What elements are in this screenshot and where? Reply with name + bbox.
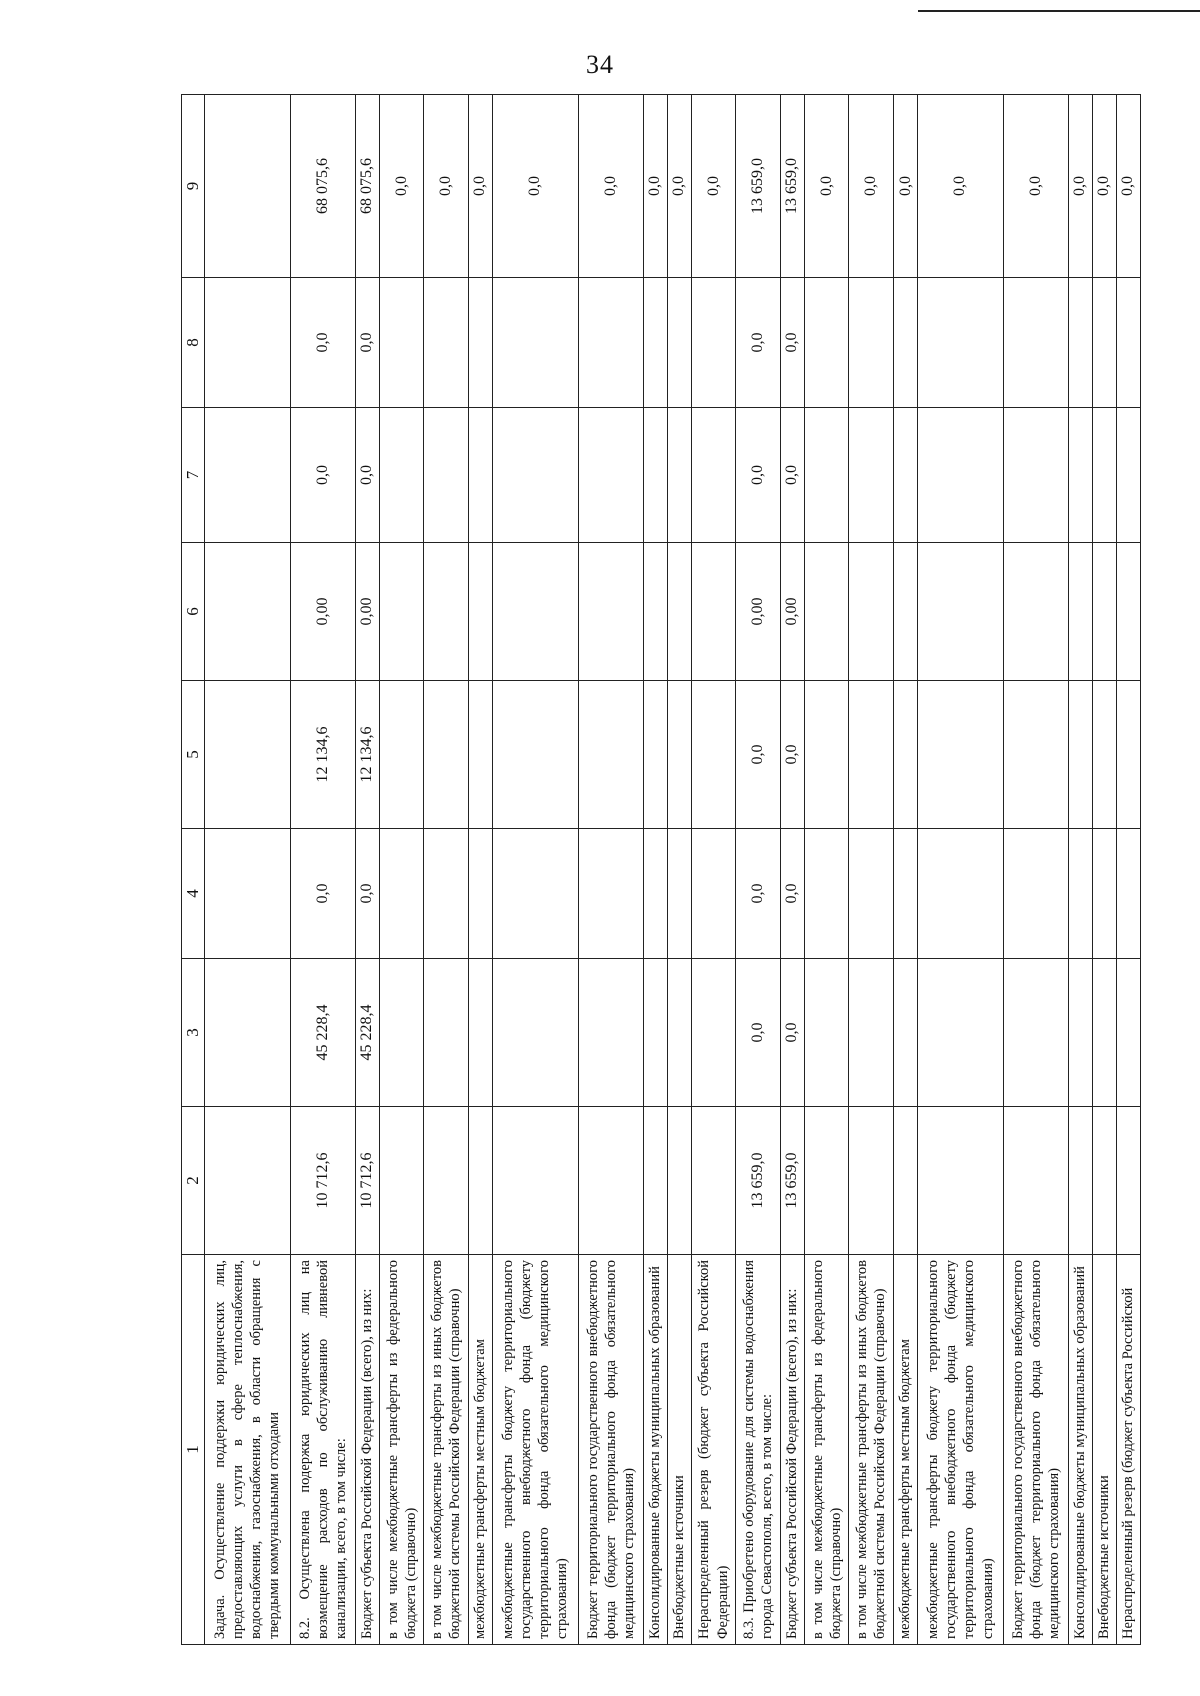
column-header-1: 1 [182,1255,205,1645]
value-cell-col-7: 0,0 [736,408,781,543]
top-rule [918,10,1200,12]
value-cell-col-7 [667,408,691,543]
value-cell-col-4 [379,829,424,959]
value-cell-col-3 [1068,959,1092,1107]
table-row [894,95,918,1645]
value-cell-col-3 [849,959,894,1107]
value-cell-col-9 [205,95,291,278]
table-row [1092,95,1116,1645]
value-cell-col-7 [643,408,667,543]
value-cell-col-4 [492,829,578,959]
value-cell-col-2 [918,1107,1004,1255]
value-cell-col-3 [804,959,849,1107]
value-cell-col-7 [468,408,492,543]
value-cell-col-9: 0,0 [424,95,469,278]
value-cell-col-5 [205,681,291,829]
value-cell-col-3 [643,959,667,1107]
value-cell-col-6 [643,543,667,681]
row-label: Бюджет территориального государственного внебюджетного фонда (бюджет территориального фонда обязательного медицинского страхования) [578,1255,643,1645]
row-label: в том числе межбюджетные трансферты из федерального бюджета (справочно) [804,1255,849,1645]
value-cell-col-6 [918,543,1004,681]
table-row [667,95,691,1645]
value-cell-col-8: 0,0 [736,278,781,408]
value-cell-col-5 [849,681,894,829]
value-cell-col-9: 0,0 [849,95,894,278]
table-body [205,95,1141,1645]
row-label: Консолидированные бюджеты муниципальных образований [1068,1255,1092,1645]
value-cell-col-4 [578,829,643,959]
value-cell-col-5 [894,681,918,829]
value-cell-col-6 [468,543,492,681]
value-cell-col-2 [643,1107,667,1255]
rotated-table-container [181,95,1141,1645]
value-cell-col-3 [691,959,736,1107]
value-cell-col-8 [643,278,667,408]
value-cell-col-2 [1116,1107,1140,1255]
table-row [578,95,643,1645]
value-cell-col-7 [804,408,849,543]
value-cell-col-6: 0,00 [355,543,379,681]
value-cell-col-3 [894,959,918,1107]
row-label: Внебюджетные источники [667,1255,691,1645]
value-cell-col-3 [468,959,492,1107]
value-cell-col-4: 0,0 [780,829,804,959]
value-cell-col-5 [1092,681,1116,829]
row-label: межбюджетные трансферты бюджету территориального государственного внебюджетного фонда (бюджету территориального фонда обязательного медицинского страхования) [492,1255,578,1645]
value-cell-col-4: 0,0 [355,829,379,959]
value-cell-col-2: 10 712,6 [355,1107,379,1255]
table-row [355,95,379,1645]
row-label: Консолидированные бюджеты муниципальных образований [643,1255,667,1645]
value-cell-col-5 [691,681,736,829]
value-cell-col-2 [1003,1107,1068,1255]
value-cell-col-6 [667,543,691,681]
value-cell-col-3 [1116,959,1140,1107]
value-cell-col-7 [205,408,291,543]
value-cell-col-6 [1003,543,1068,681]
value-cell-col-2 [804,1107,849,1255]
value-cell-col-6 [804,543,849,681]
table-row [1068,95,1092,1645]
value-cell-col-5 [918,681,1004,829]
value-cell-col-4 [918,829,1004,959]
value-cell-col-3 [578,959,643,1107]
value-cell-col-4 [849,829,894,959]
value-cell-col-8 [424,278,469,408]
value-cell-col-5: 0,0 [736,681,781,829]
column-header-6: 6 [182,543,205,681]
value-cell-col-3: 0,0 [736,959,781,1107]
row-label: межбюджетные трансферты местным бюджетам [894,1255,918,1645]
row-label: Внебюджетные источники [1092,1255,1116,1645]
value-cell-col-9: 0,0 [691,95,736,278]
value-cell-col-9: 68 075,6 [355,95,379,278]
row-label: Бюджет субъекта Российской Федерации (всего), из них: [355,1255,379,1645]
value-cell-col-5: 0,0 [780,681,804,829]
value-cell-col-2 [1068,1107,1092,1255]
value-cell-col-2 [691,1107,736,1255]
value-cell-col-5 [804,681,849,829]
value-cell-col-6: 0,00 [736,543,781,681]
table-row [468,95,492,1645]
value-cell-col-6 [205,543,291,681]
table-row [424,95,469,1645]
value-cell-col-4: 0,0 [290,829,355,959]
value-cell-col-2 [492,1107,578,1255]
value-cell-col-8 [849,278,894,408]
value-cell-col-2: 13 659,0 [736,1107,781,1255]
rotated-table-frame [181,95,1141,1645]
value-cell-col-9: 0,0 [468,95,492,278]
value-cell-col-6 [1068,543,1092,681]
value-cell-col-7 [578,408,643,543]
value-cell-col-6 [578,543,643,681]
value-cell-col-6 [691,543,736,681]
value-cell-col-9: 13 659,0 [736,95,781,278]
column-header-2: 2 [182,1107,205,1255]
value-cell-col-7 [492,408,578,543]
value-cell-col-6 [1116,543,1140,681]
value-cell-col-6 [849,543,894,681]
table-row [849,95,894,1645]
table-row [205,95,291,1645]
row-label: межбюджетные трансферты местным бюджетам [468,1255,492,1645]
value-cell-col-4 [804,829,849,959]
column-header-4: 4 [182,829,205,959]
value-cell-col-8: 0,0 [780,278,804,408]
value-cell-col-6: 0,00 [290,543,355,681]
value-cell-col-7 [1116,408,1140,543]
table-row [918,95,1004,1645]
column-header-8: 8 [182,278,205,408]
table-row [290,95,355,1645]
value-cell-col-7: 0,0 [780,408,804,543]
value-cell-col-8 [205,278,291,408]
value-cell-col-9: 0,0 [578,95,643,278]
value-cell-col-2 [379,1107,424,1255]
value-cell-col-8 [492,278,578,408]
column-header-9: 9 [182,95,205,278]
row-label: в том числе межбюджетные трансферты из иных бюджетов бюджетной системы Российской Федерации (справочно) [424,1255,469,1645]
value-cell-col-3 [1003,959,1068,1107]
value-cell-col-2 [1092,1107,1116,1255]
value-cell-col-5: 12 134,6 [355,681,379,829]
value-cell-col-5 [492,681,578,829]
table-row [379,95,424,1645]
value-cell-col-8 [1068,278,1092,408]
row-label: межбюджетные трансферты бюджету территориального государственного внебюджетного фонда (бюджету территориального фонда обязательного медицинского страхования) [918,1255,1004,1645]
row-label: в том числе межбюджетные трансферты из федерального бюджета (справочно) [379,1255,424,1645]
value-cell-col-4 [468,829,492,959]
value-cell-col-4 [205,829,291,959]
row-label: Бюджет территориального государственного внебюджетного фонда (бюджет территориального фонда обязательного медицинского страхования) [1003,1255,1068,1645]
value-cell-col-9: 0,0 [804,95,849,278]
value-cell-col-9: 0,0 [643,95,667,278]
value-cell-col-4 [1092,829,1116,959]
value-cell-col-8 [667,278,691,408]
value-cell-col-8 [379,278,424,408]
value-cell-col-6: 0,00 [780,543,804,681]
value-cell-col-7: 0,0 [290,408,355,543]
value-cell-col-9: 0,0 [667,95,691,278]
value-cell-col-5 [424,681,469,829]
row-label: в том числе межбюджетные трансферты из иных бюджетов бюджетной системы Российской Федерации (справочно) [849,1255,894,1645]
value-cell-col-5 [379,681,424,829]
value-cell-col-8 [918,278,1004,408]
value-cell-col-3 [667,959,691,1107]
value-cell-col-8 [804,278,849,408]
value-cell-col-7 [1092,408,1116,543]
value-cell-col-9: 0,0 [894,95,918,278]
column-header-7: 7 [182,408,205,543]
value-cell-col-8 [894,278,918,408]
value-cell-col-6 [1092,543,1116,681]
value-cell-col-9: 0,0 [492,95,578,278]
value-cell-col-9: 0,0 [1116,95,1140,278]
value-cell-col-7 [424,408,469,543]
value-cell-col-4 [894,829,918,959]
table-row [780,95,804,1645]
value-cell-col-8 [691,278,736,408]
table-row [643,95,667,1645]
row-label: 8.2. Осуществлена подержка юридических лиц на возмещение расходов по обслуживанию ливневой канализации, всего, в том числе: [290,1255,355,1645]
table-row [492,95,578,1645]
table-header-row [182,95,205,1645]
value-cell-col-8 [468,278,492,408]
value-cell-col-4 [1068,829,1092,959]
table-row [736,95,781,1645]
value-cell-col-4: 0,0 [736,829,781,959]
value-cell-col-5: 12 134,6 [290,681,355,829]
table-row [1116,95,1140,1645]
value-cell-col-3 [205,959,291,1107]
value-cell-col-3 [379,959,424,1107]
value-cell-col-2 [205,1107,291,1255]
value-cell-col-2 [894,1107,918,1255]
value-cell-col-4 [1003,829,1068,959]
value-cell-col-4 [667,829,691,959]
budget-table [181,94,1141,1645]
page-number: 34 [586,50,614,79]
value-cell-col-3 [918,959,1004,1107]
value-cell-col-9: 13 659,0 [780,95,804,278]
row-label: Бюджет субъекта Российской Федерации (всего), из них: [780,1255,804,1645]
value-cell-col-2: 13 659,0 [780,1107,804,1255]
value-cell-col-6 [894,543,918,681]
value-cell-col-8 [1116,278,1140,408]
value-cell-col-3 [1092,959,1116,1107]
value-cell-col-8 [578,278,643,408]
value-cell-col-7 [379,408,424,543]
value-cell-col-3 [492,959,578,1107]
row-label: Нераспределенный резерв (бюджет субъекта Российской Федерации) [691,1255,736,1645]
value-cell-col-6 [379,543,424,681]
value-cell-col-7 [849,408,894,543]
value-cell-col-2 [849,1107,894,1255]
column-header-3: 3 [182,959,205,1107]
value-cell-col-4 [643,829,667,959]
value-cell-col-2 [578,1107,643,1255]
value-cell-col-7: 0,0 [355,408,379,543]
value-cell-col-3: 45 228,4 [355,959,379,1107]
row-label: Задача. Осуществление поддержки юридических лиц, предоставляющих услуги в сфере теплоснабжения, водоснабжения, газоснабжения, в области обращения с твердыми коммунальными отходами [205,1255,291,1645]
value-cell-col-5 [1116,681,1140,829]
value-cell-col-8: 0,0 [355,278,379,408]
value-cell-col-2 [667,1107,691,1255]
value-cell-col-2 [468,1107,492,1255]
value-cell-col-9: 0,0 [918,95,1004,278]
value-cell-col-5 [1068,681,1092,829]
value-cell-col-2: 10 712,6 [290,1107,355,1255]
value-cell-col-3 [424,959,469,1107]
row-label: Нераспределенный резерв (бюджет субъекта Российской [1116,1255,1140,1645]
value-cell-col-9: 0,0 [1003,95,1068,278]
value-cell-col-5 [578,681,643,829]
column-header-5: 5 [182,681,205,829]
value-cell-col-9: 0,0 [1068,95,1092,278]
value-cell-col-4 [424,829,469,959]
value-cell-col-5 [643,681,667,829]
value-cell-col-3: 0,0 [780,959,804,1107]
value-cell-col-5 [468,681,492,829]
value-cell-col-5 [667,681,691,829]
value-cell-col-7 [918,408,1004,543]
value-cell-col-9: 68 075,6 [290,95,355,278]
value-cell-col-5 [1003,681,1068,829]
value-cell-col-6 [424,543,469,681]
value-cell-col-7 [1068,408,1092,543]
value-cell-col-8 [1092,278,1116,408]
value-cell-col-4 [691,829,736,959]
value-cell-col-4 [1116,829,1140,959]
value-cell-col-7 [894,408,918,543]
value-cell-col-6 [492,543,578,681]
value-cell-col-8 [1003,278,1068,408]
value-cell-col-8: 0,0 [290,278,355,408]
value-cell-col-9: 0,0 [379,95,424,278]
row-label: 8.3. Приобретено оборудование для системы водоснабжения города Севастополя, всего, в том числе: [736,1255,781,1645]
table-row [1003,95,1068,1645]
value-cell-col-9: 0,0 [1092,95,1116,278]
table-row [691,95,736,1645]
table-row [804,95,849,1645]
value-cell-col-7 [691,408,736,543]
value-cell-col-2 [424,1107,469,1255]
value-cell-col-7 [1003,408,1068,543]
value-cell-col-3: 45 228,4 [290,959,355,1107]
